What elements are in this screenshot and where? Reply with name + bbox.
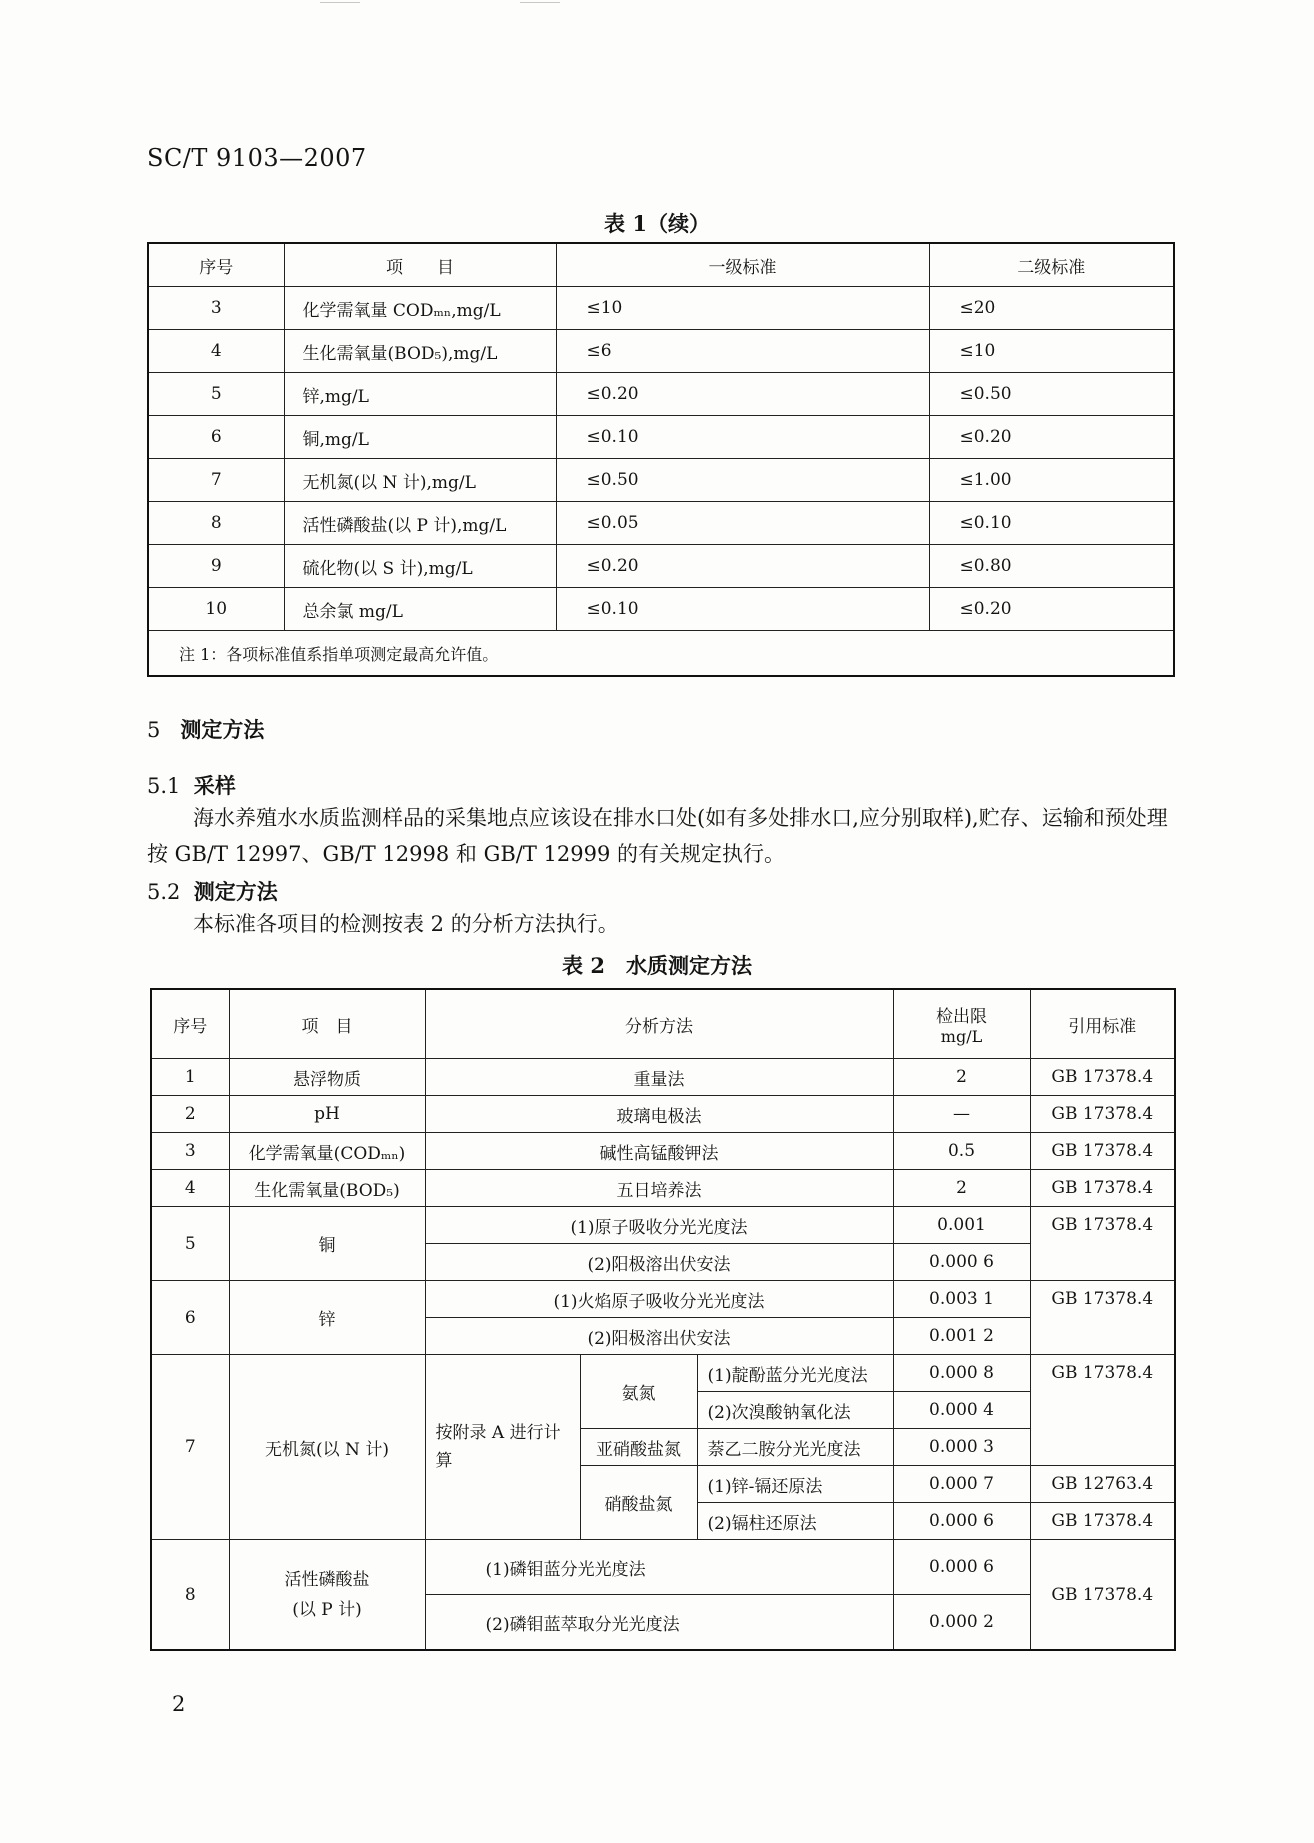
row-limit: 0.000 8 xyxy=(893,1355,1030,1392)
table1-water-quality-standards xyxy=(147,242,1175,677)
row-no: 8 xyxy=(148,502,284,545)
row-no: 4 xyxy=(151,1170,229,1207)
header-cell: 引用标准 xyxy=(1030,989,1175,1059)
row-item: 化学需氧量(CODₘₙ) xyxy=(229,1133,425,1170)
row-limit: 0.000 6 xyxy=(893,1540,1030,1595)
table-row xyxy=(151,1133,1175,1170)
row-method: (2)次溴酸钠氧化法 xyxy=(697,1392,893,1429)
row-method: (2)阳极溶出伏安法 xyxy=(425,1318,893,1355)
row-no: 1 xyxy=(151,1059,229,1096)
row-item: 铜,mg/L xyxy=(284,416,556,459)
row-grade1: ≤0.10 xyxy=(556,416,929,459)
row-item: 总余氯 mg/L xyxy=(284,588,556,631)
row-item: pH xyxy=(229,1096,425,1133)
row-grade2: ≤0.20 xyxy=(929,588,1174,631)
row-item-line2: (以 P 计) xyxy=(292,1599,362,1620)
row-method: (1)锌-镉还原法 xyxy=(697,1466,893,1503)
row-method: 碱性高锰酸钾法 xyxy=(425,1133,893,1170)
row-grade1: ≤0.05 xyxy=(556,502,929,545)
row-method: (1)火焰原子吸收分光光度法 xyxy=(425,1281,893,1318)
row-grade1: ≤10 xyxy=(556,287,929,330)
row-limit: — xyxy=(893,1096,1030,1133)
scan-mark xyxy=(520,2,560,3)
row-method: 玻璃电极法 xyxy=(425,1096,893,1133)
table-row xyxy=(148,588,1174,631)
section-5-2-heading xyxy=(147,876,278,906)
row-limit: 2 xyxy=(893,1170,1030,1207)
row-item: 活性磷酸盐(以 P 计),mg/L xyxy=(284,502,556,545)
row-limit: 0.000 3 xyxy=(893,1429,1030,1466)
row-limit: 0.000 7 xyxy=(893,1466,1030,1503)
row-subitem: 硝酸盐氮 xyxy=(580,1466,697,1540)
row-limit: 0.000 6 xyxy=(893,1244,1030,1281)
header-cell: 二级标准 xyxy=(929,243,1174,287)
section-5-1-heading xyxy=(147,770,236,800)
table-row xyxy=(148,330,1174,373)
table-row xyxy=(151,1170,1175,1207)
row-no: 7 xyxy=(148,459,284,502)
row-no: 5 xyxy=(151,1207,229,1281)
row-subitem: 亚硝酸盐氮 xyxy=(580,1429,697,1466)
row-method: (1)原子吸收分光光度法 xyxy=(425,1207,893,1244)
header-cell: 分析方法 xyxy=(425,989,893,1059)
row-grade2: ≤0.20 xyxy=(929,416,1174,459)
row-grade2: ≤1.00 xyxy=(929,459,1174,502)
row-grade1: ≤0.20 xyxy=(556,373,929,416)
table-row xyxy=(148,416,1174,459)
header-cell-limit xyxy=(893,989,1030,1059)
row-method: (1)磷钼蓝分光光度法 xyxy=(425,1540,893,1595)
section-5-1-text: 海水养殖水水质监测样品的采集地点应该设在排水口处(如有多处排水口,应分别取样),贮存、运输和预处理按 GB/T 12997、GB/T 12998 和 GB/T 12999 的有关规定执行。 xyxy=(147,806,1168,866)
row-method: (2)磷钼蓝萃取分光光度法 xyxy=(425,1595,893,1651)
row-grade2: ≤20 xyxy=(929,287,1174,330)
row-item: 铜 xyxy=(229,1207,425,1281)
row-subitem: 氨氮 xyxy=(580,1355,697,1429)
row-method: (2)阳极溶出伏安法 xyxy=(425,1244,893,1281)
table-row xyxy=(151,1059,1175,1096)
table-row xyxy=(151,1207,1175,1244)
scan-mark xyxy=(320,2,360,3)
section-number: 5.2 xyxy=(147,880,181,904)
row-grade1: ≤0.10 xyxy=(556,588,929,631)
row-item: 生化需氧量(BOD₅) xyxy=(229,1170,425,1207)
row-ref: GB 17378.4 xyxy=(1030,1207,1175,1281)
row-limit: 0.003 1 xyxy=(893,1281,1030,1318)
row-limit: 0.001 2 xyxy=(893,1318,1030,1355)
section-number: 5.1 xyxy=(147,774,181,798)
row-item: 生化需氧量(BOD₅),mg/L xyxy=(284,330,556,373)
row-item: 悬浮物质 xyxy=(229,1059,425,1096)
row-limit: 0.001 xyxy=(893,1207,1030,1244)
row-limit: 0.5 xyxy=(893,1133,1030,1170)
row-item: 锌,mg/L xyxy=(284,373,556,416)
header-cell: 序号 xyxy=(151,989,229,1059)
row-no: 3 xyxy=(148,287,284,330)
table-row xyxy=(148,287,1174,330)
row-item: 无机氮(以 N 计),mg/L xyxy=(284,459,556,502)
row-method: 重量法 xyxy=(425,1059,893,1096)
section-title: 测定方法 xyxy=(193,879,278,904)
table-row xyxy=(151,1355,1175,1392)
row-ref: GB 17378.4 xyxy=(1030,1096,1175,1133)
section-5-2-text: 本标准各项目的检测按表 2 的分析方法执行。 xyxy=(193,912,619,936)
table-header-row xyxy=(151,989,1175,1059)
row-ref: GB 17378.4 xyxy=(1030,1355,1175,1466)
header-cell: 项 目 xyxy=(229,989,425,1059)
row-no: 7 xyxy=(151,1355,229,1540)
row-ref: GB 17378.4 xyxy=(1030,1059,1175,1096)
table-row xyxy=(148,545,1174,588)
row-ref: GB 12763.4 xyxy=(1030,1466,1175,1503)
row-no: 6 xyxy=(148,416,284,459)
table2-water-test-methods xyxy=(150,988,1176,1651)
row-item: 化学需氧量 CODₘₙ,mg/L xyxy=(284,287,556,330)
row-limit: 0.000 4 xyxy=(893,1392,1030,1429)
row-method: (1)靛酚蓝分光光度法 xyxy=(697,1355,893,1392)
row-grade1: ≤6 xyxy=(556,330,929,373)
row-no: 2 xyxy=(151,1096,229,1133)
section-title: 测定方法 xyxy=(180,717,265,742)
row-calc-note: 按附录 A 进行计算 xyxy=(425,1355,580,1540)
row-no: 5 xyxy=(148,373,284,416)
limit-unit: mg/L xyxy=(940,1027,983,1046)
row-method: (2)镉柱还原法 xyxy=(697,1503,893,1540)
row-limit: 0.000 6 xyxy=(893,1503,1030,1540)
row-grade2: ≤0.80 xyxy=(929,545,1174,588)
row-no: 3 xyxy=(151,1133,229,1170)
header-cell: 一级标准 xyxy=(556,243,929,287)
row-grade2: ≤10 xyxy=(929,330,1174,373)
header-cell: 序号 xyxy=(148,243,284,287)
table-row xyxy=(148,459,1174,502)
table-row xyxy=(151,1281,1175,1318)
row-item: 无机氮(以 N 计) xyxy=(229,1355,425,1540)
header-cell: 项 目 xyxy=(284,243,556,287)
row-no: 4 xyxy=(148,330,284,373)
page-number: 2 xyxy=(172,1692,186,1716)
table-note-row xyxy=(148,631,1174,677)
row-grade2: ≤0.10 xyxy=(929,502,1174,545)
document-header: SC/T 9103—2007 xyxy=(147,144,367,172)
row-ref: GB 17378.4 xyxy=(1030,1281,1175,1355)
table2-caption: 表 2 水质测定方法 xyxy=(562,953,752,978)
row-item-line1: 活性磷酸盐 xyxy=(284,1569,370,1590)
table-header-row xyxy=(148,243,1174,287)
row-grade1: ≤0.50 xyxy=(556,459,929,502)
row-ref: GB 17378.4 xyxy=(1030,1133,1175,1170)
row-ref: GB 17378.4 xyxy=(1030,1540,1175,1651)
row-item: 锌 xyxy=(229,1281,425,1355)
table-row xyxy=(151,1096,1175,1133)
section-title: 采样 xyxy=(193,773,236,798)
row-limit: 2 xyxy=(893,1059,1030,1096)
row-no: 6 xyxy=(151,1281,229,1355)
table-row xyxy=(148,373,1174,416)
table-row xyxy=(151,1540,1175,1595)
row-limit: 0.000 2 xyxy=(893,1595,1030,1651)
row-grade1: ≤0.20 xyxy=(556,545,929,588)
table-row xyxy=(148,502,1174,545)
table1-caption: 表 1（续） xyxy=(604,211,710,236)
row-method: 五日培养法 xyxy=(425,1170,893,1207)
row-no: 8 xyxy=(151,1540,229,1651)
row-method: 萘乙二胺分光光度法 xyxy=(697,1429,893,1466)
row-grade2: ≤0.50 xyxy=(929,373,1174,416)
row-item xyxy=(229,1540,425,1651)
row-ref: GB 17378.4 xyxy=(1030,1503,1175,1540)
row-no: 10 xyxy=(148,588,284,631)
row-no: 9 xyxy=(148,545,284,588)
row-ref: GB 17378.4 xyxy=(1030,1170,1175,1207)
section-number: 5 xyxy=(147,718,161,742)
limit-label: 检出限 xyxy=(936,1007,987,1027)
row-item: 硫化物(以 S 计),mg/L xyxy=(284,545,556,588)
section-5-heading xyxy=(147,714,264,744)
table1-note: 注 1：各项标准值系指单项测定最高允许值。 xyxy=(148,631,1174,677)
